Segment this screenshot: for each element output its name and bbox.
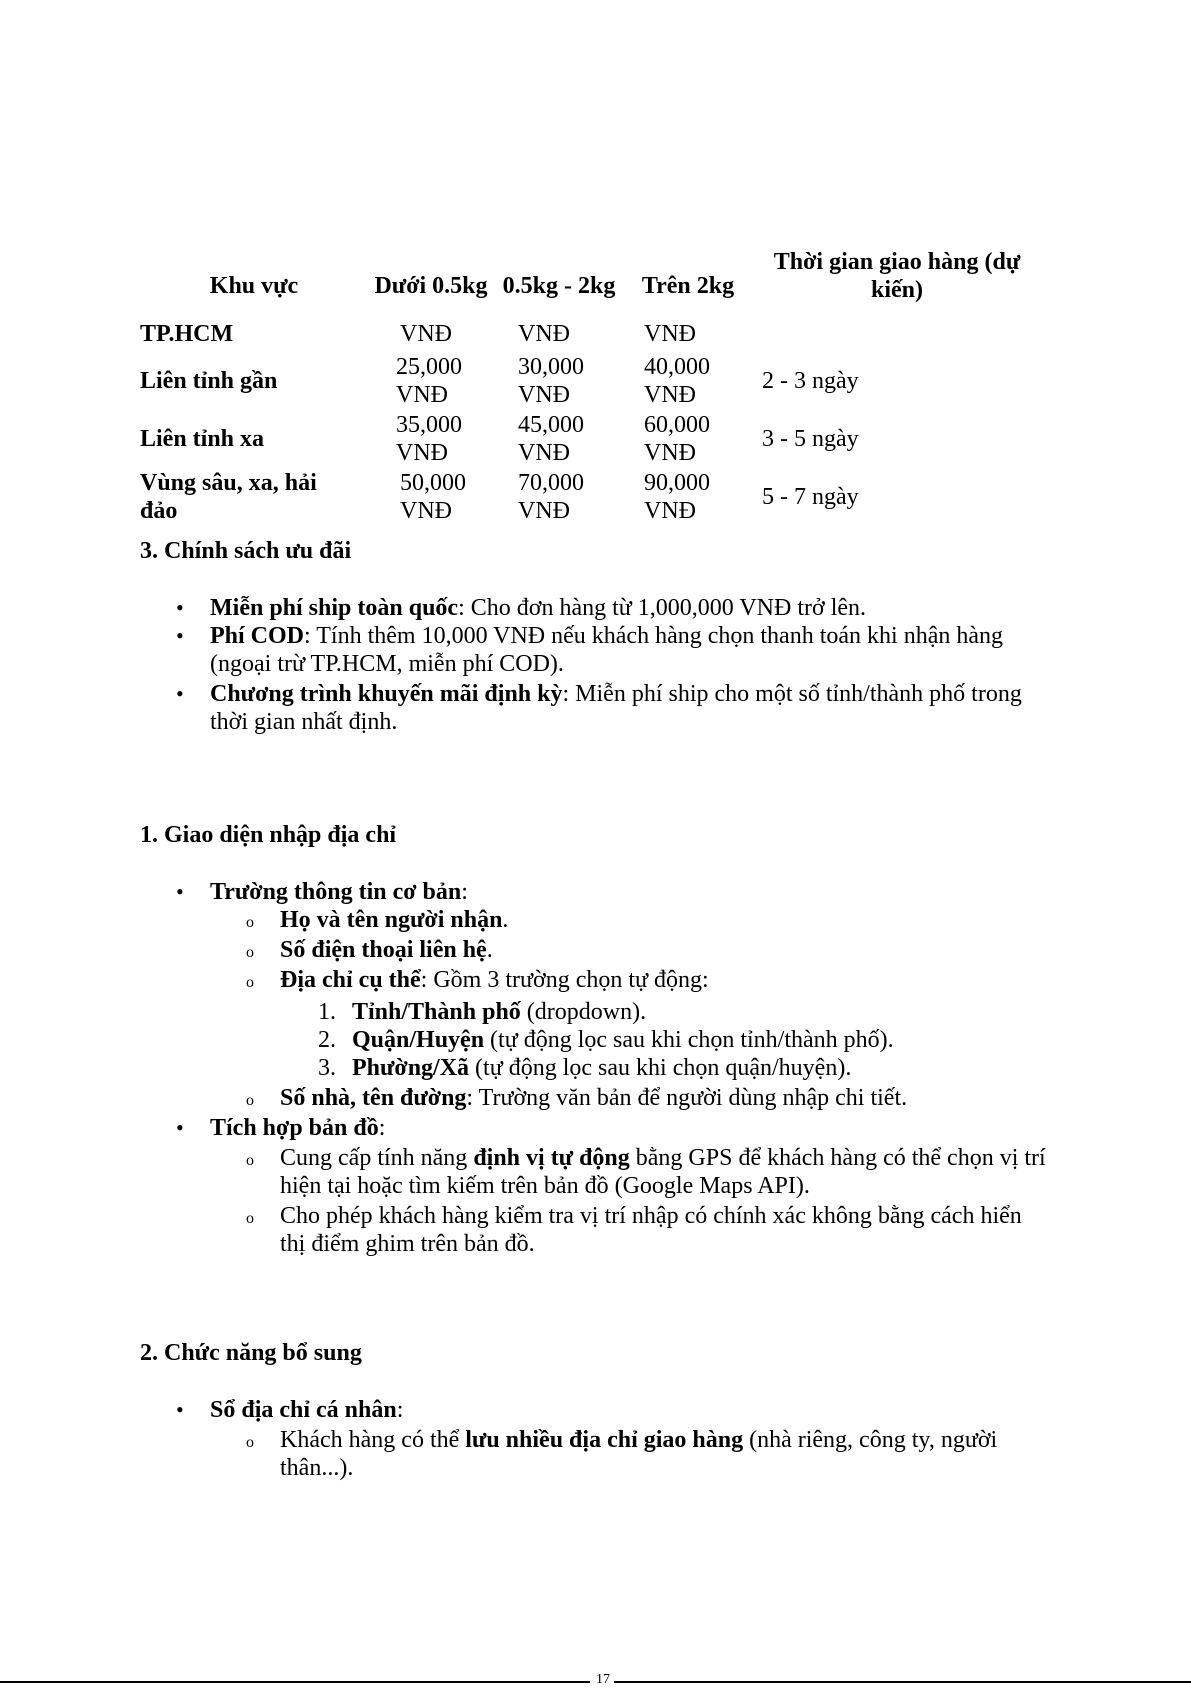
footer-divider [0,1681,590,1683]
list-item [246,936,493,964]
table-row [140,410,1042,468]
list-item [246,906,509,934]
item-text: : [461,879,468,905]
region-cell: TP.HCM [140,321,234,347]
list-number: 2. [318,1027,336,1053]
item-text: : Tính thêm 10,000 VNĐ nếu khách hàng chọn thanh toán khi nhận hàng (ngoại trừ TP.HCM, miễn phí COD). [210,623,1004,677]
section-title-offers: 3. Chính sách ưu đãi [140,538,352,564]
item-bold: Trường thông tin cơ bản [210,879,462,905]
price-cell: 25,000 VNĐ [396,354,462,408]
circle-bullet-icon: o [246,974,254,991]
list-item [318,1026,894,1054]
price-cell: 30,000 VNĐ [518,354,584,408]
item-text: (tự động lọc sau khi chọn tỉnh/thành phố). [484,1027,894,1053]
item-bold: Miễn phí ship toàn quốc [210,595,459,621]
list-item [246,966,709,994]
list-item [246,1084,908,1112]
time-cell: 2 - 3 ngày [762,368,859,394]
region-cell: Liên tỉnh xa [140,426,265,452]
section-title-address-ui: 1. Giao diện nhập địa chỉ [140,822,397,848]
list-number: 1. [318,999,336,1025]
circle-bullet-icon: o [246,1434,254,1451]
table-row [140,316,1042,352]
bullet-icon: • [176,595,184,620]
item-text: Cung cấp tính năng [280,1145,474,1171]
item-bold: lưu nhiều địa chỉ giao hàng [465,1427,744,1453]
table-row [140,352,1042,410]
bullet-icon: • [176,879,184,904]
item-bold: Phí COD [210,623,305,649]
footer-divider [614,1681,1191,1683]
item-text: : Cho đơn hàng từ 1,000,000 VNĐ trở lên. [458,595,867,621]
bullet-icon: • [176,623,184,648]
item-bold: Số điện thoại liên hệ [280,937,487,963]
time-cell [752,316,1042,352]
section-title-extra: 2. Chức năng bổ sung [140,1340,362,1366]
item-text: (tự động lọc sau khi chọn quận/huyện). [469,1055,852,1081]
header-delivery-time: Thời gian giao hàng (dự kiến) [773,249,1021,303]
price-cell: 50,000 VNĐ [400,470,466,524]
header-over-2kg: Trên 2kg [641,273,735,299]
item-bold: Họ và tên người nhận [280,907,503,933]
circle-bullet-icon: o [246,944,254,961]
item-text: . [502,907,509,933]
list-item [176,622,1060,678]
list-item [176,878,468,906]
circle-bullet-icon: o [246,1210,254,1227]
list-item [318,998,647,1026]
price-cell: 35,000 VNĐ [396,412,462,466]
price-cell: 90,000 VNĐ [644,470,710,524]
bullet-icon: • [176,1397,184,1422]
item-bold: Chương trình khuyến mãi định kỳ [210,681,563,707]
price-cell: 45,000 VNĐ [518,412,584,466]
item-bold: Tích hợp bản đồ [210,1115,379,1141]
header-region: Khu vực [209,273,299,299]
list-item [246,1144,1060,1200]
region-cell: Liên tỉnh gần [140,368,278,394]
list-item [176,680,1060,736]
price-cell: 40,000 VNĐ [644,354,710,408]
item-text: : [378,1115,386,1141]
item-text: (nhà riêng, công ty, người thân...). [280,1427,998,1481]
price-cell: VNĐ [644,321,696,347]
item-bold: Sổ địa chỉ cá nhân [210,1397,397,1423]
item-bold: Địa chỉ cụ thể [280,967,421,993]
list-item [318,1054,852,1082]
list-number: 3. [318,1055,336,1081]
circle-bullet-icon: o [246,1092,254,1109]
bullet-icon: • [176,681,184,706]
list-item [246,1426,1060,1482]
price-cell: VNĐ [400,321,452,347]
circle-bullet-icon: o [246,1152,254,1169]
item-bold: Quận/Huyện [352,1027,485,1053]
bullet-icon: • [176,1115,184,1140]
item-text: bằng GPS để khách hàng có thể chọn vị trí hiện tại hoặc tìm kiếm trên bản đồ (Google Maps API). [280,1145,1046,1199]
price-cell: 70,000 VNĐ [518,470,584,524]
list-item [246,1202,1040,1258]
page-number: 17 [596,1672,610,1687]
item-bold: Phường/Xã [352,1055,470,1081]
list-item [176,1114,386,1142]
item-text: : Miễn phí ship cho một số tỉnh/thành phố trong thời gian nhất định. [210,681,1022,735]
item-bold: định vị tự động [473,1145,630,1171]
header-under-05kg: Dưới 0.5kg [374,273,488,299]
table-header-row [140,236,1042,316]
item-bold: Tỉnh/Thành phố [352,999,521,1025]
time-cell: 5 - 7 ngày [762,484,859,510]
shipping-rate-table [140,236,1042,526]
price-cell: VNĐ [518,321,570,347]
item-text: . [486,937,493,963]
item-text: Khách hàng có thể [280,1427,466,1453]
price-cell: 60,000 VNĐ [644,412,710,466]
list-item [176,594,1060,622]
header-05-2kg: 0.5kg - 2kg [502,273,616,299]
circle-bullet-icon: o [246,914,254,931]
list-item [176,1396,404,1424]
item-text: Cho phép khách hàng kiểm tra vị trí nhập có chính xác không bằng cách hiển thị điểm ghim trên bản đồ. [280,1203,1022,1257]
time-cell: 3 - 5 ngày [762,426,859,452]
item-text: : [396,1397,404,1423]
item-text: : Trường văn bản để người dùng nhập chi tiết. [466,1085,908,1111]
item-text: : Gồm 3 trường chọn tự động: [420,967,709,993]
table-row [140,468,1042,526]
region-cell: Vùng sâu, xa, hải đảo [140,470,317,524]
item-text: (dropdown). [520,999,647,1025]
item-bold: Số nhà, tên đường [280,1085,467,1111]
